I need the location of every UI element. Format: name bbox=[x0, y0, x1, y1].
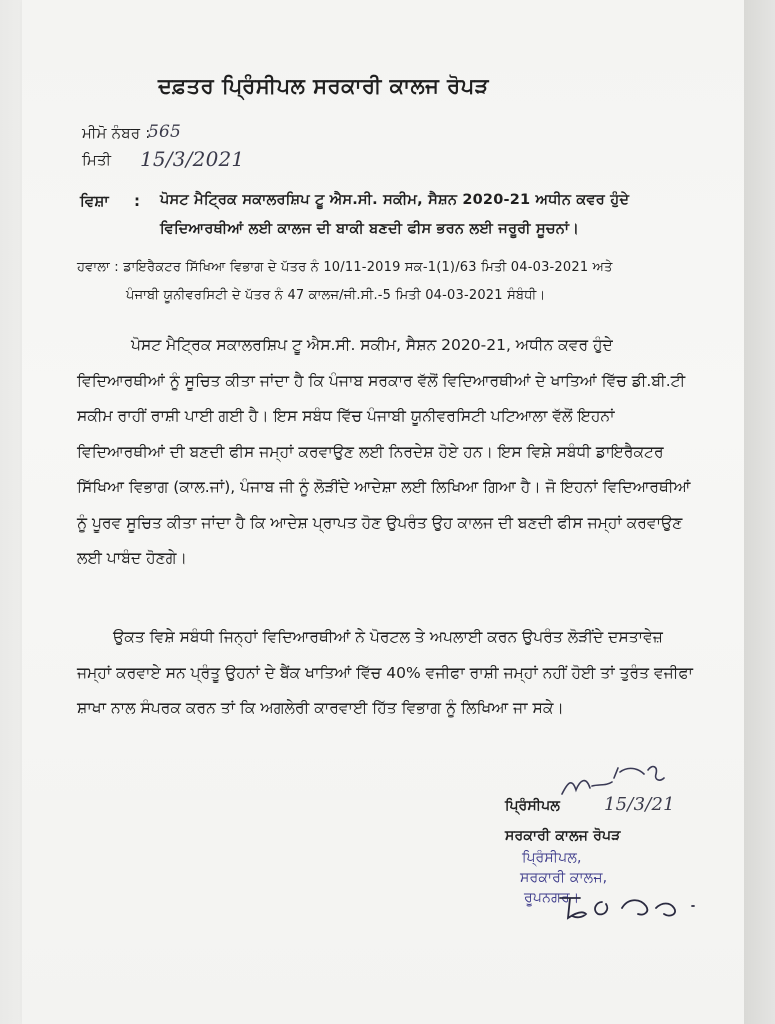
signatory-institution: ਸਰਕਾਰੀ ਕਾਲਜ ਰੋਪੜ bbox=[505, 828, 621, 844]
subject-line-2: ਵਿਦਿਆਰਥੀਆਂ ਲਈ ਕਾਲਜ ਦੀ ਬਾਕੀ ਬਣਦੀ ਫੀਸ ਭਰਨ ਲਈ ਜਰੂਰੀ ਸੂਚਨਾਂ। bbox=[160, 221, 580, 237]
paragraph-1-line: ਸਿੱਖਿਆ ਵਿਭਾਗ (ਕਾਲ.ਜਾਂ), ਪੰਜਾਬ ਜੀ ਨੂੰ ਲੋੜੀਂਦੇ ਆਦੇਸ਼ਾ ਲਈ ਲਿਖਿਆ ਗਿਆ ਹੈ। ਜੋ ਇਹਨਾਂ ਵਿਦਿਆਰਥੀਆਂ bbox=[77, 478, 691, 496]
stamp-line: ਰੂਪਨਗਰ। bbox=[524, 890, 580, 906]
stamp-line: ਪ੍ਰਿੰਸੀਪਲ, bbox=[522, 850, 582, 866]
office-title: ਦਫ਼ਤਰ ਪ੍ਰਿੰਸੀਪਲ ਸਰਕਾਰੀ ਕਾਲਜ ਰੋਪੜ bbox=[158, 74, 489, 98]
signatory-designation: ਪ੍ਰਿੰਸੀਪਲ bbox=[505, 798, 561, 814]
paragraph-1-line: ਨੂੰ ਪੂਰਵ ਸੂਚਿਤ ਕੀਤਾ ਜਾਂਦਾ ਹੈ ਕਿ ਆਦੇਸ਼ ਪ੍ਰਾਪਤ ਹੋਣ ਉਪਰੰਤ ਉਹ ਕਾਲਜ ਦੀ ਬਣਦੀ ਫੀਸ ਜਮ੍ਹਾਂ ਕਰਵਾਉਣ bbox=[77, 513, 683, 532]
signature-date: 15/3/21 bbox=[604, 794, 675, 815]
paragraph-2-line: ਜਮ੍ਹਾਂ ਕਰਵਾਏ ਸਨ ਪ੍ਰੰਤੂ ਉਹਨਾਂ ਦੇ ਬੈਂਕ ਖਾਤਿਆਂ ਵਿੱਚ 40% ਵਜੀਫਾ ਰਾਸ਼ੀ ਜਮ੍ਹਾਂ ਨਹੀਂ ਹੋਈ ਤਾਂ ਤੁਰੰਤ ਵਜੀਫਾ bbox=[77, 663, 693, 682]
subject-label: ਵਿਸ਼ਾ bbox=[80, 192, 109, 210]
paragraph-1-line: ਵਿਦਿਆਰਥੀਆਂ ਨੂੰ ਸੂਚਿਤ ਕੀਤਾ ਜਾਂਦਾ ਹੈ ਕਿ ਪੰਜਾਬ ਸਰਕਾਰ ਵੱਲੋਂ ਵਿਦਿਆਰਥੀਆਂ ਦੇ ਖਾਤਿਆਂ ਵਿੱਚ ਡੀ.ਬੀ.ਟੀ bbox=[77, 371, 686, 390]
subject-line-1: ਪੋਸਟ ਮੈਟ੍ਰਿਕ ਸਕਾਲਰਸ਼ਿਪ ਟੂ ਐਸ.ਸੀ. ਸਕੀਮ, ਸੈਸ਼ਨ 2020-21 ਅਧੀਨ ਕਵਰ ਹੁੰਦੇ bbox=[160, 192, 630, 208]
paragraph-1-line: ਵਿਦਿਆਰਥੀਆਂ ਦੀ ਬਣਦੀ ਫੀਸ ਜਮ੍ਹਾਂ ਕਰਵਾਉਣ ਲਈ ਨਿਰਦੇਸ਼ ਹੋਏ ਹਨ। ਇਸ ਵਿਸ਼ੇ ਸਬੰਧੀ ਡਾਇਰੈਕਟਰ bbox=[77, 442, 664, 461]
paragraph-1-line: ਸਕੀਮ ਰਾਹੀਂ ਰਾਸ਼ੀ ਪਾਈ ਗਈ ਹੈ। ਇਸ ਸਬੰਧ ਵਿੱਚ ਪੰਜਾਬੀ ਯੂਨੀਵਰਸਿਟੀ ਪਟਿਆਲਾ ਵੱਲੋਂ ਇਹਨਾਂ bbox=[77, 407, 615, 425]
paragraph-1-line: ਲਈ ਪਾਬੰਦ ਹੋਣਗੇ। bbox=[77, 549, 187, 567]
paragraph-2-line: ਸ਼ਾਖਾ ਨਾਲ ਸੰਪਰਕ ਕਰਨ ਤਾਂ ਕਿ ਅਗਲੇਰੀ ਕਾਰਵਾਈ ਹਿੱਤ ਵਿਭਾਗ ਨੂੰ ਲਿਖਿਆ ਜਾ ਸਕੇ। bbox=[77, 699, 564, 717]
page-edge-shadow bbox=[744, 0, 775, 1024]
body-paragraph-2 bbox=[77, 620, 693, 727]
reference-line-1: ਹਵਾਲਾ : ਡਾਇਰੈਕਟਰ ਸਿੱਖਿਆ ਵਿਭਾਗ ਦੇ ਪੱਤਰ ਨੰ 10/11-2019 ਸਕ-1(1)/63 ਮਿਤੀ 04-03-2021 ਅਤੇ bbox=[77, 260, 613, 275]
paragraph-2-line: ਉਕਤ ਵਿਸ਼ੇ ਸਬੰਧੀ ਜਿਨ੍ਹਾਂ ਵਿਦਿਆਰਥੀਆਂ ਨੇ ਪੋਰਟਲ ਤੇ ਅਪਲਾਈ ਕਰਨ ਉਪਰੰਤ ਲੋੜੀਂਦੇ ਦਸਤਾਵੇਜ਼ bbox=[113, 628, 663, 646]
date-label: ਮਿਤੀ bbox=[82, 151, 112, 169]
stamp-line: ਸਰਕਾਰੀ ਕਾਲਜ, bbox=[520, 870, 608, 886]
memo-number-label: ਮੀਮੋ ਨੰਬਰ : bbox=[82, 124, 151, 142]
body-paragraph-1 bbox=[77, 328, 691, 577]
date-value: 15/3/2021 bbox=[140, 147, 245, 171]
stamp-signature bbox=[552, 888, 722, 928]
memo-number-value: 565 bbox=[148, 122, 182, 142]
paragraph-1-line: ਪੋਸਟ ਮੈਟ੍ਰਿਕ ਸਕਾਲਰਸ਼ਿਪ ਟੂ ਐਸ.ਸੀ. ਸਕੀਮ, ਸੈਸ਼ਨ 2020-21, ਅਧੀਨ ਕਵਰ ਹੁੰਦੇ bbox=[131, 336, 613, 354]
subject-colon: : bbox=[134, 192, 141, 210]
reference-line-2: ਪੰਜਾਬੀ ਯੂਨੀਵਰਸਿਟੀ ਦੇ ਪੱਤਰ ਨੰ 47 ਕਾਲਜ/ਜੀ.ਸੀ.-5 ਮਿਤੀ 04-03-2021 ਸੰਬੰਧੀ। bbox=[126, 288, 546, 303]
